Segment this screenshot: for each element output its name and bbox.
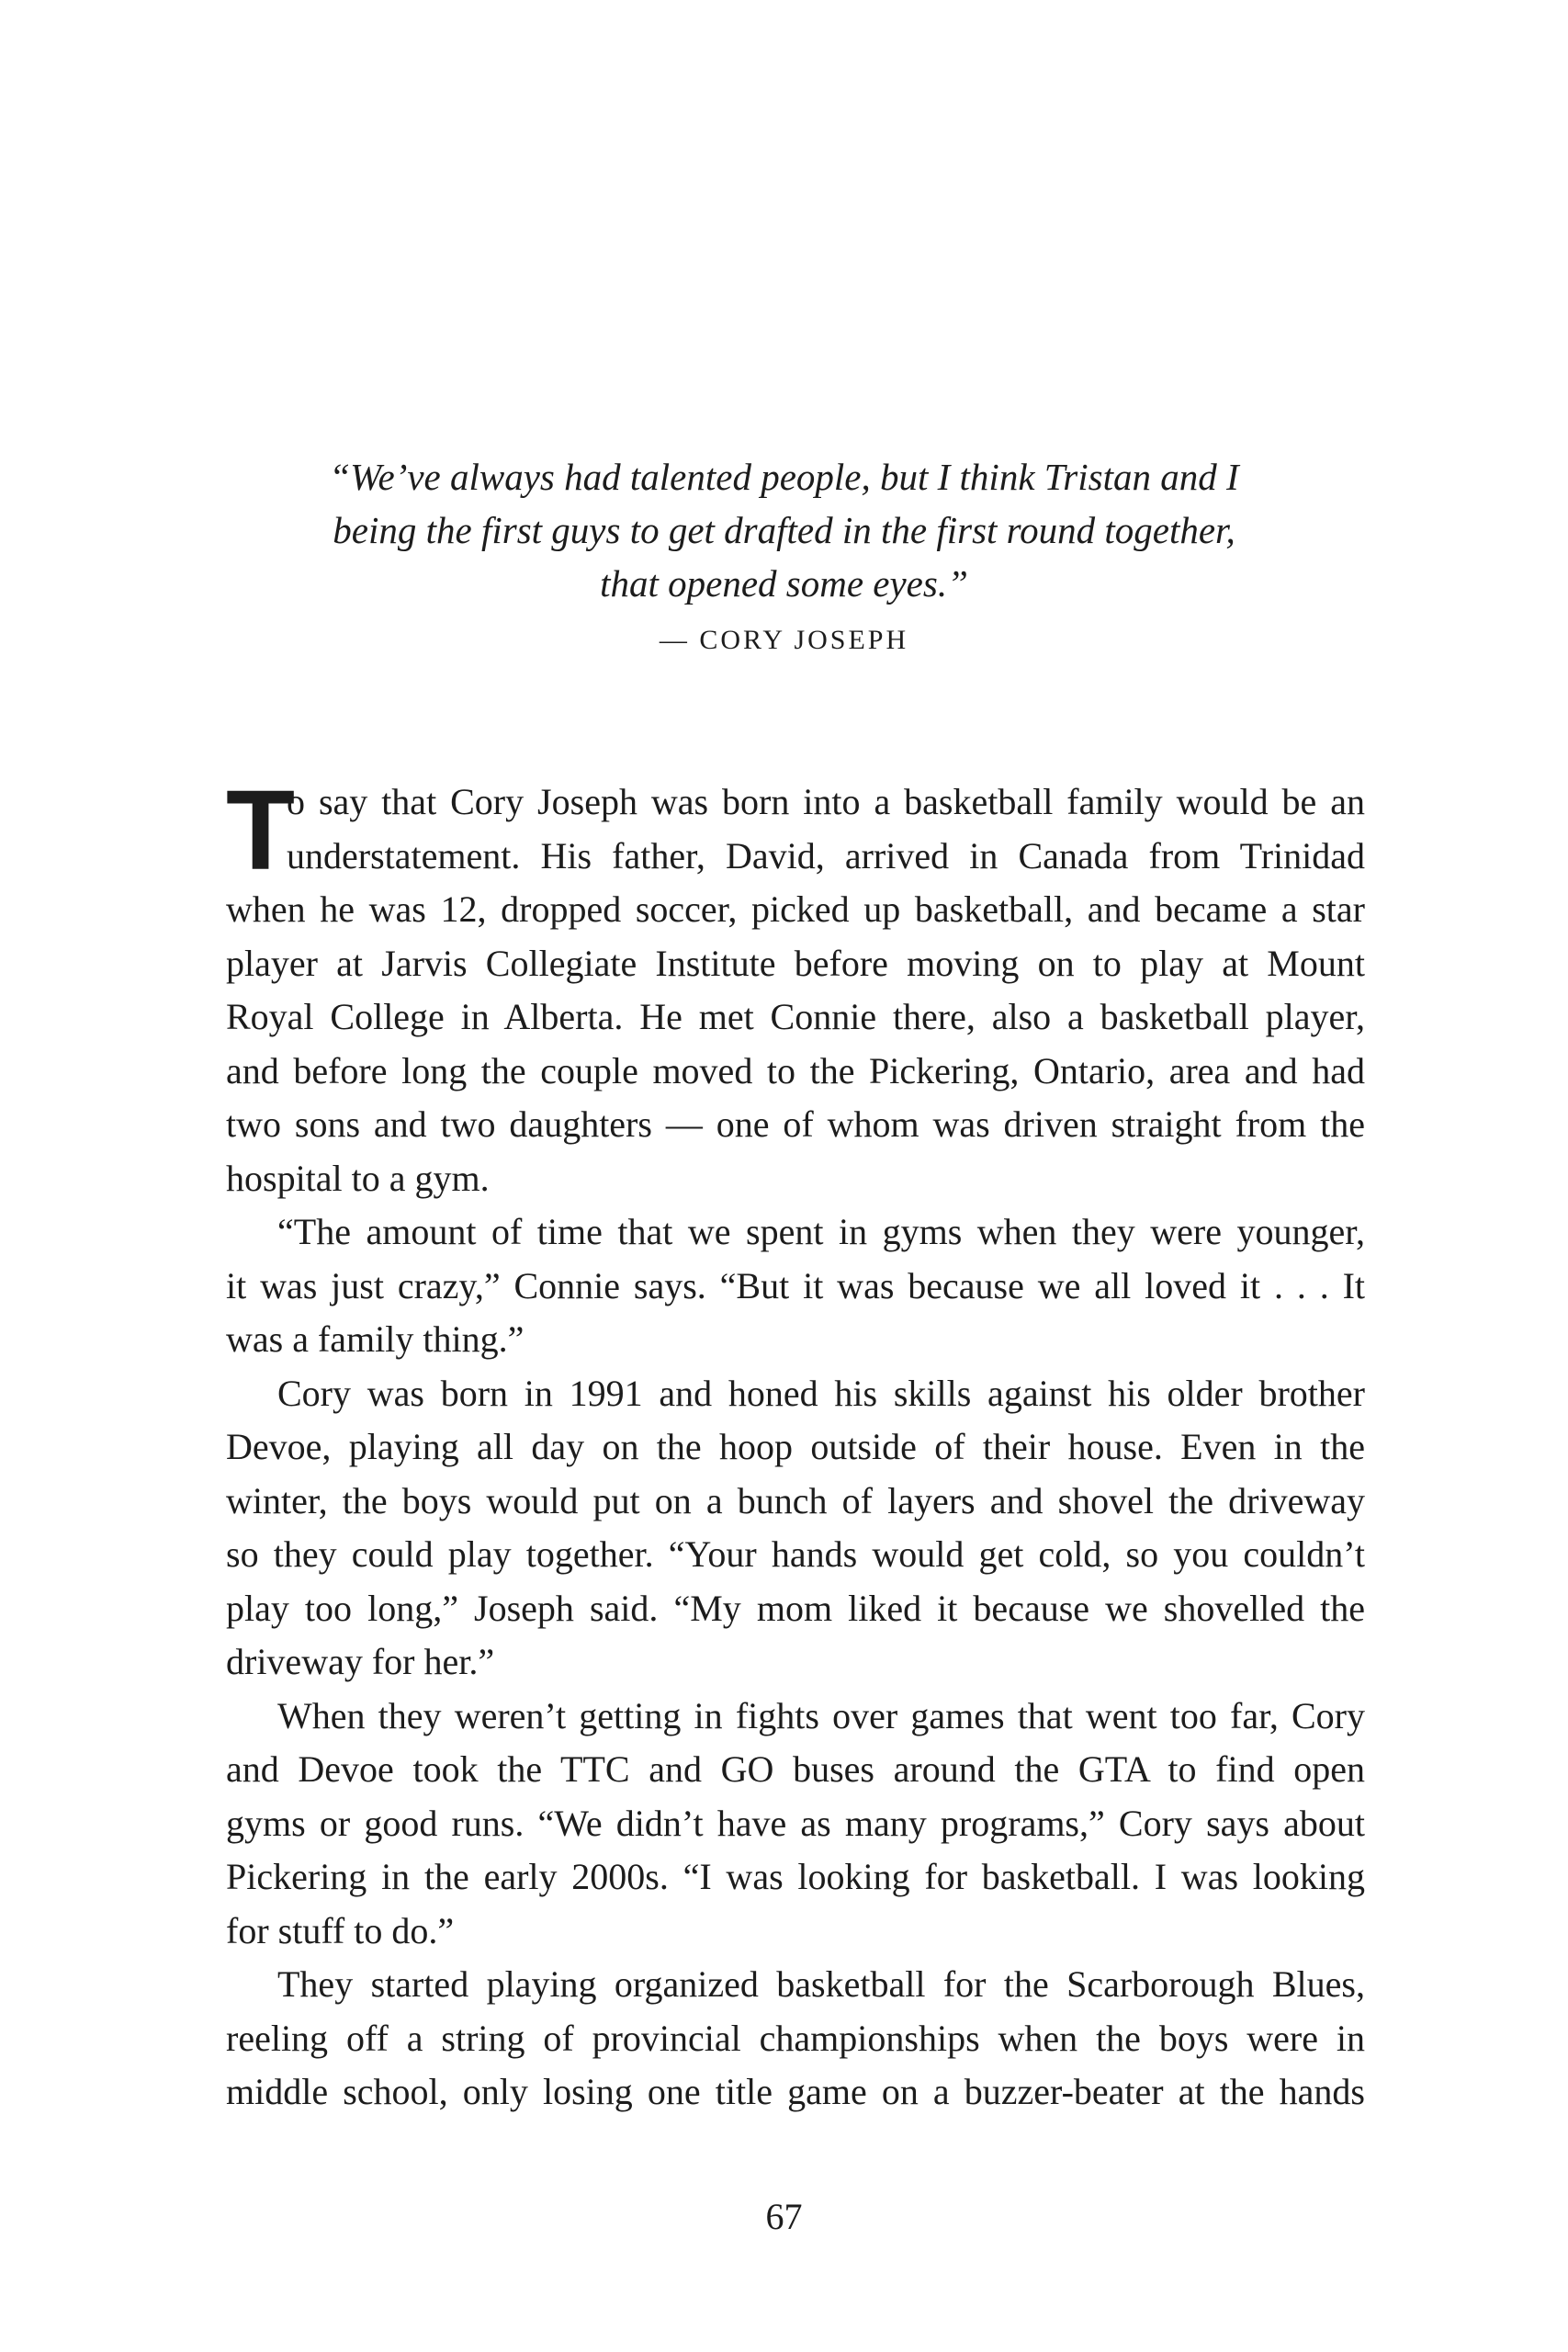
text-line: driveway for her.” [226, 1641, 495, 1682]
text-line: was a family thing.” [226, 1318, 525, 1360]
text-line: Royal College in Alberta. He met Connie there, also a basketball player, [226, 996, 1365, 1037]
text-line: Devoe, playing all day on the hoop outside of their house. Even in the [226, 1426, 1365, 1467]
drop-cap: T [226, 768, 296, 894]
epigraph-line: being the first guys to get drafted in the first round together, [333, 509, 1235, 551]
text-line: it was just crazy,” Connie says. “But it was because we all loved it . . . It [226, 1264, 1365, 1306]
text-line: hospital to a gym. [226, 1157, 490, 1199]
text-line: two sons and two daughters — one of whom was driven straight from the [226, 1103, 1365, 1145]
epigraph [276, 450, 1292, 663]
text-line: so they could play together. “Your hands would get cold, so you couldn’t [226, 1533, 1365, 1575]
text-line: for stuff to do.” [226, 1909, 455, 1951]
text-line: reeling off a string of provincial championships when the boys were in [226, 2017, 1365, 2059]
body-text [226, 768, 1365, 2120]
text-line: and Devoe took the TTC and GO buses around the GTA to find open [226, 1748, 1365, 1790]
text-line: They started playing organized basketball for the Scarborough Blues, [277, 1963, 1365, 2005]
text-line: understatement. His father, David, arrived in Canada from Trinidad [287, 834, 1365, 876]
text-line: when he was 12, dropped soccer, picked up basketball, and became a star [226, 888, 1365, 930]
epigraph-line: “We’ve always had talented people, but I think Tristan and I [329, 456, 1239, 498]
text-line: “The amount of time that we spent in gyms when they were younger, [277, 1211, 1365, 1252]
epigraph-line: that opened some eyes.” [600, 562, 968, 605]
text-line: winter, the boys would put on a bunch of layers and shovel the driveway [226, 1479, 1365, 1521]
text-line: middle school, only losing one title game on a buzzer-beater at the hands [226, 2071, 1365, 2112]
text-line: gyms or good runs. “We didn’t have as many programs,” Cory says about [226, 1802, 1365, 1844]
text-line: Pickering in the early 2000s. “I was looking for basketball. I was looking [226, 1856, 1365, 1897]
text-line: and before long the couple moved to the Pickering, Ontario, area and had [226, 1049, 1365, 1091]
text-line: Cory was born in 1991 and honed his skills against his older brother [277, 1372, 1365, 1414]
text-line: When they weren’t getting in fights over games that went too far, Cory [277, 1694, 1365, 1736]
epigraph-attribution: — CORY JOSEPH [659, 625, 909, 655]
text-line: player at Jarvis Collegiate Institute before moving on to play at Mount [226, 942, 1365, 984]
page-number: 67 [765, 2196, 803, 2237]
text-line: o say that Cory Joseph was born into a basketball family would be an [287, 781, 1365, 822]
text-line: play too long,” Joseph said. “My mom liked it because we shovelled the [226, 1587, 1365, 1629]
